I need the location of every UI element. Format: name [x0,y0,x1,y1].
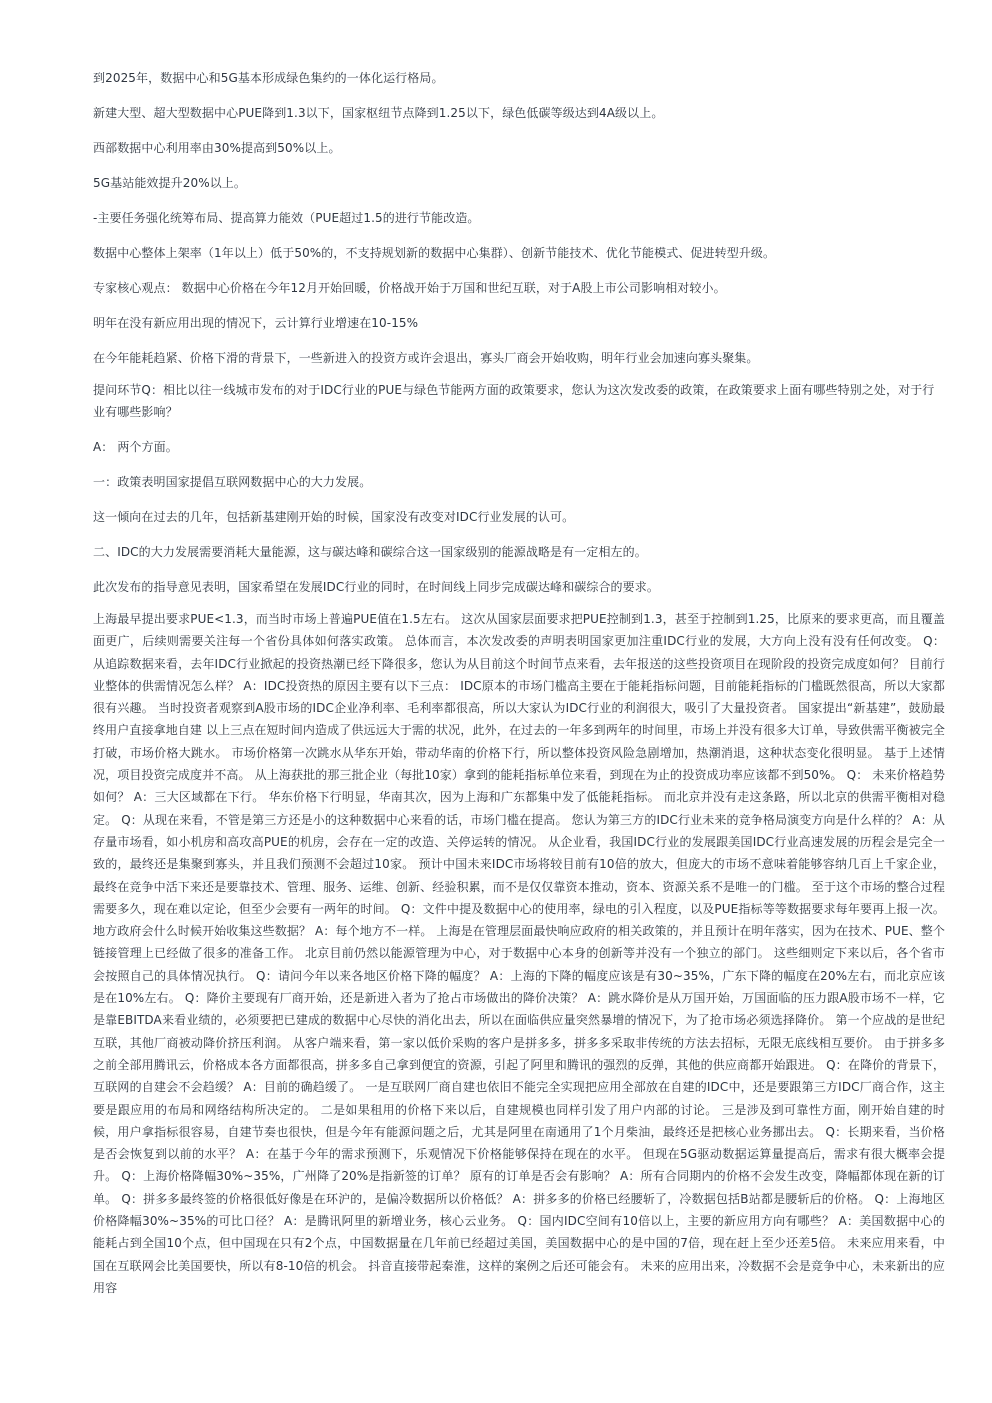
paragraph-cloud-growth: 明年在没有新应用出现的情况下，云计算行业增速在10-15% [93,316,419,330]
paragraph-goal-2025: 到2025年，数据中心和5G基本形成绿色集约的一体化运行格局。 [93,71,444,85]
paragraph-trend: 这一倾向在过去的几年，包括新基建刚开始的时候，国家没有改变对IDC行业发展的认可。 [93,510,575,524]
paragraph-point-two: 二、IDC的大力发展需要消耗大量能源，这与碳达峰和碳综合这一国家级别的能源战略是有一定相左的。 [93,545,647,559]
paragraph-qa-body: 上海最早提出要求PUE<1.3，而当时市场上普遍PUE值在1.5左右。 这次从国家层面要求把PUE控制到1.3，甚至于控制到1.25，比原来的要求更高，而且覆盖面更广，后续则需要关注每一个省份具体如何落实政策。 总体而言，本次发改委的声明表明国家更加注重IDC行业的发展，大方向上没有没有任何改变。 Q： 从追踪数据来看，去年IDC行业掀起的投资热潮已经下降很多，您认为从目前这个时间节点来看，去年报送的这些投资项目在现阶段的投资完成度如何？ 目前行业整体的供需情况怎么样？ A：IDC投资热的原因主要有以下三点： IDC原本的市场门槛高主要在于能耗指标问题，目前能耗指标的门槛既然很高，所以大家都很有兴趣。 当时投资者观察到A股市场的IDC企业净利率、毛利率都很高，所以大家认为IDC行业的利润很大，吸引了大量投资者。 国家提出“新基建”，鼓励最终用户直接拿地自建 以上三点在短时间内造成了供远远大于需的状况，此外，在过去的一年多到两年的时间里，市场上并没有很多大订单，导致供需平衡被完全打破，市场价格大跳水。 市场价格第一次跳水从华东开始，带动华南的价格下行，所以整体投资风险急剧增加，热潮消退，这种状态变化很明显。 基于上述情况，项目投资完成度并不高。 从上海获批的那三批企业（每批10家）拿到的能耗指标单位来看，到现在为止的投资成功率应该都不到50%。 Q： 未来价格趋势如何？ A：三大区域都在下行。 华东价格下行明显，华南其次，因为上海和广东都集中发了低能耗指标。 而北京并没有走这条路，所以北京的供需平衡相对稳定。 Q：从现在来看，不管是第三方还是小的这种数据中心来看的话，市场门槛在提高。 您认为第三方的IDC行业未来的竞争格局演变方向是什么样的？ A：从存量市场看，如小机房和高攻高PUE的机房，会存在一定的改造、关停运转的情况。 从企业看，我国IDC行业的发展跟美国IDC行业高速发展的历程会是完全一致的，最终还是集聚到寡头，并且我们预测不会超过10家。 预计中国未来IDC市场将较目前有10倍的放大，但庞大的市场不意味着能够容纳几百上千家企业，最终在竞争中活下来还是要靠技术、管理、服务、运维、创新、经验积累，而不是仅仅靠资本推动，资本、资源关系不是唯一的门槛。 至于这个市场的整合过程需要多久，现在难以定论，但至少会要有一两年的时间。 Q：文件中提及数据中心的使用率，绿电的引入程度，以及PUE指标等等数据要求每年要再上报一次。 地方政府会什么时候开始收集这些数据？ A：每个地方不一样。 上海是在管理层面最快响应政府的相关政策的，并且预计在明年落实，因为在技术、PUE、整个链接管理上已经做了很多的准备工作。 北京目前仍然以能源管理为中心，对于数据中心本身的创新等并没有一个独立的部门。 这些细则定下来以后，各个省市会按照自己的具体情况执行。 Q：请问今年以来各地区价格下降的幅度？ A：上海的下降的幅度应该是有30~35%，广东下降的幅度在20%左右，而北京应该是在10%左右。 Q：降价主要现有厂商开始，还是新进入者为了抢占市场做出的降价决策？ A：跳水降价是从万国开始，万国面临的压力跟A股市场不一样，它是靠EBITDA来看业绩的，必须要把已建成的数据中心尽快的消化出去，所以在面临供应量突然暴增的情况下，为了抢市场必须选择降价。 第一个应战的是世纪互联，其他厂商被动降价挤压利润。 从客户端来看，第一家以低价采购的客户是拼多多，拼多多采取非传统的方法去招标，无限无底线相互要价。 由于拼多多之前全部用腾讯云，价格成本各方面都很高，拼多多自己拿到便宜的资源，引起了阿里和腾讯的强烈的反弹，其他的供应商都开始跟进。 Q：在降价的背景下，互联网的自建会不会趋缓？ A：目前的确趋缓了。 一是互联网厂商自建也依旧不能完全实现把应用全部放在自建的IDC中，还是要跟第三方IDC厂商合作，这主要是跟应用的布局和网络结构所决定的。 二是如果租用的价格下来以后，自建规模也同样引发了用户内部的讨论。 三是涉及到可靠性方面，刚开始自建的时候，用户拿指标很容易，自建节奏也很快，但是今年有能源问题之后，尤其是阿里在南通用了1个月柴油，最终还是把核心业务挪出去。 Q：长期来看，当价格是否会恢复到以前的水平？ A：在基于今年的需求预测下，乐观情况下价格能够保持在现在的水平。 但现在5G驱动数据运算量提高后，需求有很大概率会提升。 Q：上海价格降幅30%~35%，广州降了20%是指新签的订单？ 原有的订单是否会有影响？ A：所有合同期内的价格不会发生改变，降幅都体现在新的订单。 Q：拼多多最终签的价格很低好像是在环沪的，是偏冷数据所以价格低？ A：拼多多的价格已经腰斩了，冷数据包括B站都是腰斩后的价格。 Q：上海地区价格降幅30%~35%的可比口径？ A：是腾讯阿里的新增业务，核心云业务。 Q：国内IDC空间有10倍以上，主要的新应用方向有哪些？ A：美国数据中心的能耗占到全国10个点，但中国现在只有2个点，中国数据量在几年前已经超过美国，美国数据中心的是中国的7倍，现在赶上至少还差5倍。 未来应用来看，中国在互联网会比美国要快，所以有8-10倍的机会。 抖音直接带起秦淮，这样的案例之后还可能会有。 未来的应用出来，冷数据不会是竞争中心，未来新出的应用容 [93,612,945,1295]
paragraph-consolidation: 在今年能耗趋紧、价格下滑的背景下，一些新进入的投资方或许会退出，寡头厂商会开始收购，明年行业会加速向寡头聚集。 [93,351,759,365]
paragraph-rack-rate: 数据中心整体上架率（1年以上）低于50%的，不支持规划新的数据中心集群）、创新节能技术、优化节能模式、促进转型升级。 [93,246,776,260]
paragraph-5g-efficiency: 5G基站能效提升20%以上。 [93,176,247,190]
paragraph-question-policy: 提问环节Q：相比以往一线城市发布的对于IDC行业的PUE与绿色节能两方面的政策要求，您认为这次发改委的政策，在政策要求上面有哪些特别之处，对于行业有哪些影响？ [93,383,935,419]
paragraph-expert-view: 专家核心观点： 数据中心价格在今年12月开始回暖，价格战开始于万国和世纪互联，对于A股上市公司影响相对较小。 [93,281,726,295]
paragraph-point-one: 一：政策表明国家提倡互联网数据中心的大力发展。 [93,475,372,489]
paragraph-west-utilization: 西部数据中心利用率由30%提高到50%以上。 [93,141,341,155]
paragraph-answer-two-aspects: A： 两个方面。 [93,440,178,454]
document-body [93,67,945,1299]
paragraph-pue-target: 新建大型、超大型数据中心PUE降到1.3以下，国家枢纽节点降到1.25以下，绿色低碳等级达到4A级以上。 [93,106,664,120]
paragraph-main-tasks: -主要任务强化统筹布局、提高算力能效（PUE超过1.5的进行节能改造。 [93,211,480,225]
paragraph-guidance: 此次发布的指导意见表明，国家希望在发展IDC行业的同时，在时间线上同步完成碳达峰和碳综合的要求。 [93,580,659,594]
